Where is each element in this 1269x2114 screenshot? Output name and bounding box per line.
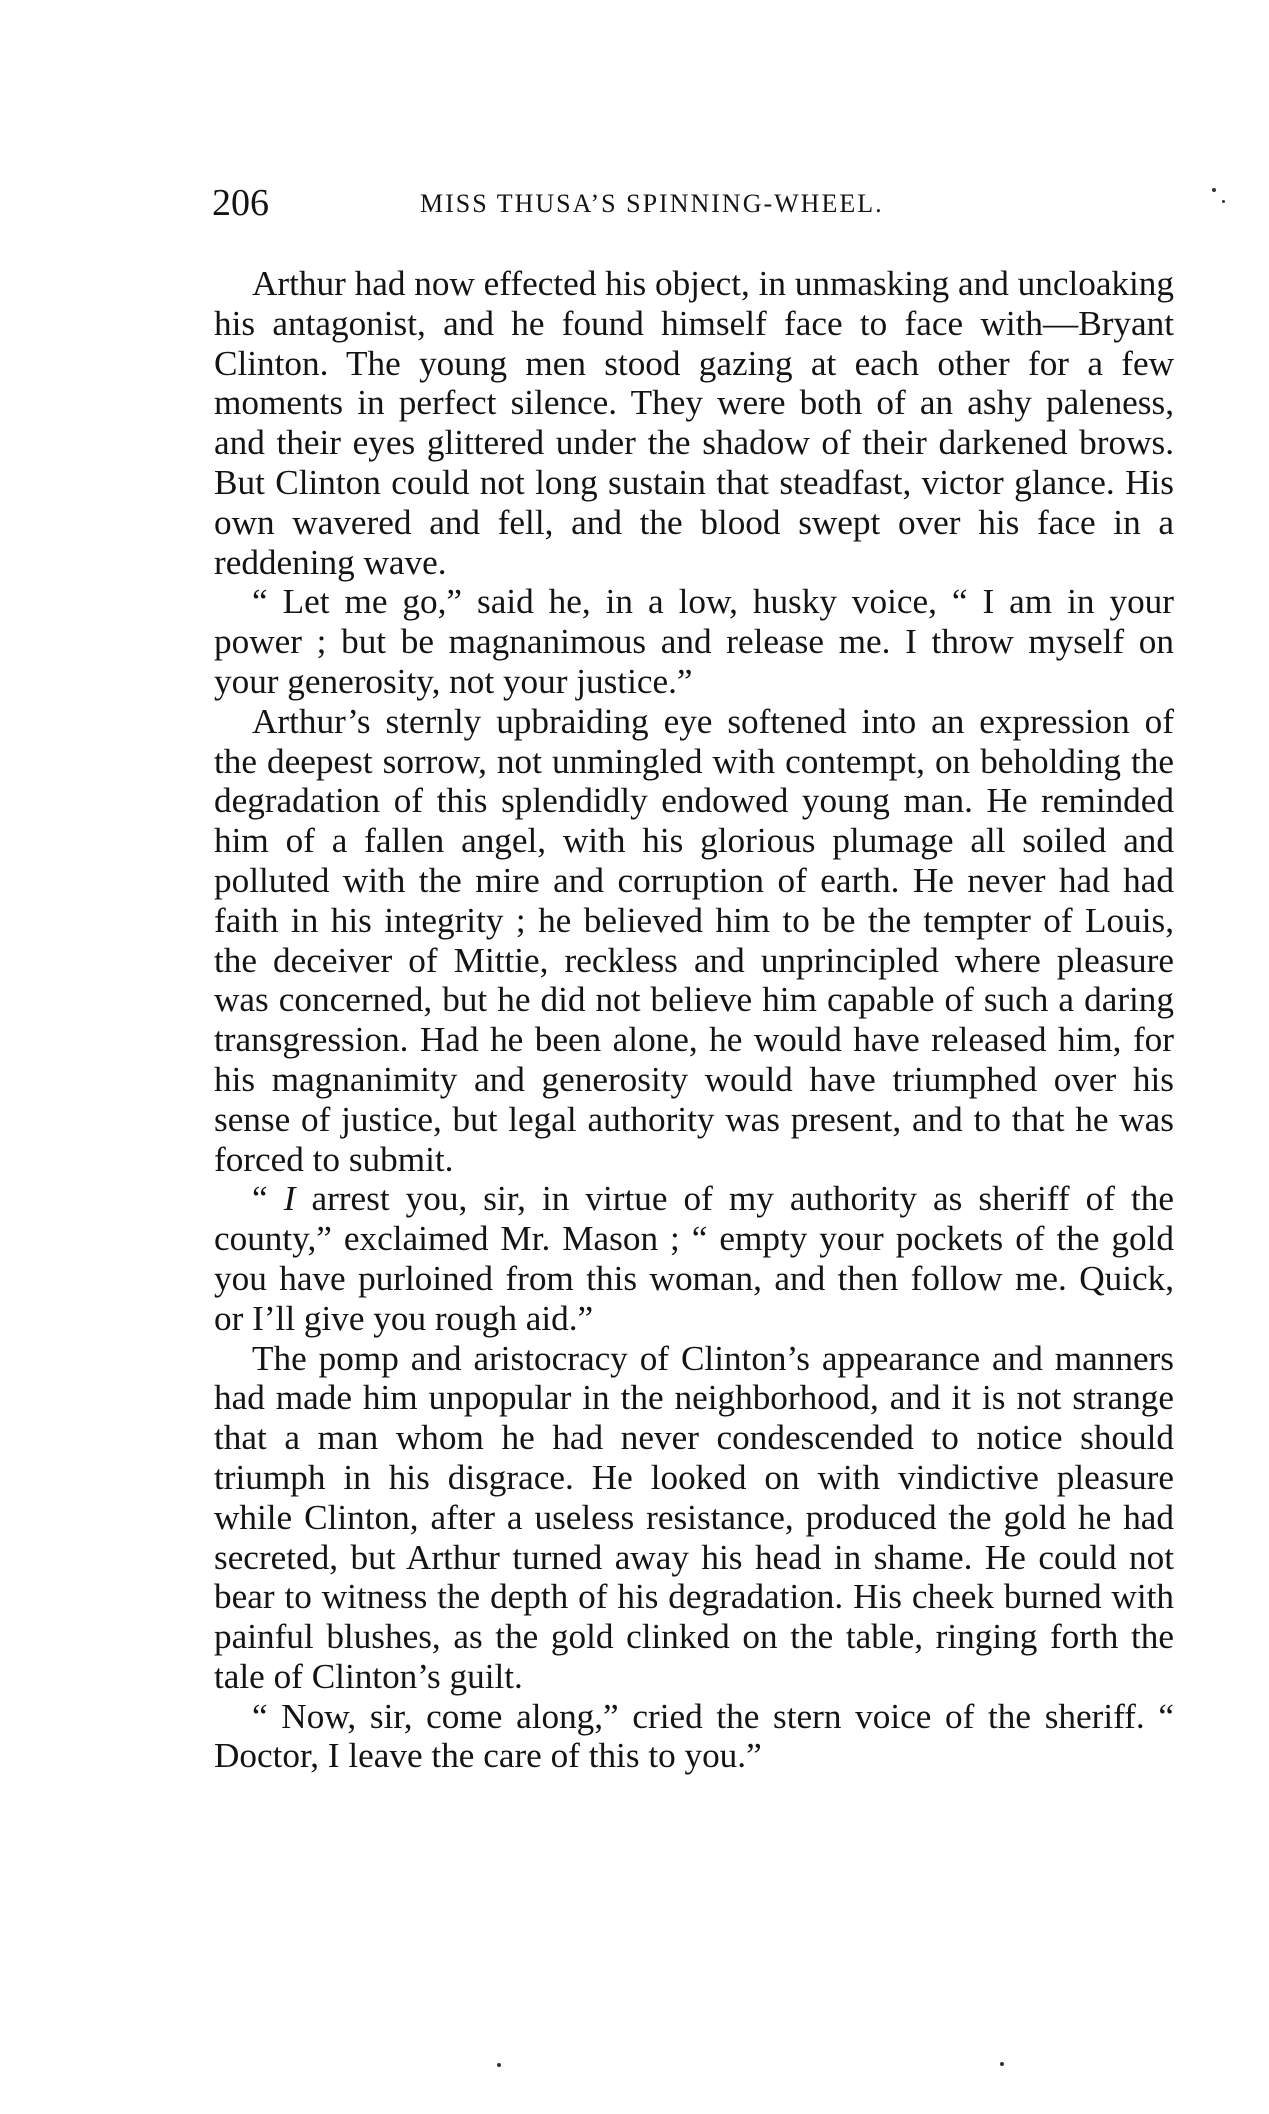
paragraph: “ Let me go,” said he, in a low, husky voice, “ I am in your power ; but be magnanimous and release me. I throw myself on your generosity, not your justice.”	[214, 582, 1174, 701]
print-speck	[1212, 188, 1216, 192]
paragraph-rest: arrest you, sir, in virtue of my authority as sheriff of the county,” exclaimed Mr. Mason ; “ empty your pockets of the gold you have purloined from this woman, and then follow me. Quick, or I’ll give you rough aid.”	[214, 1179, 1174, 1338]
emphasized-word: I	[283, 1179, 296, 1219]
paragraph: Arthur had now effected his object, in unmasking and uncloaking his antagonist, and he found himself face to face with—Bryant Clinton. The young men stood gazing at each other for a few moments in perfect silence. They were both of an ashy paleness, and their eyes glittered under the shadow of their darkened brows. But Clinton could not long sustain that steadfast, victor glance. His own wavered and fell, and the blood swept over his face in a reddening wave.	[214, 264, 1174, 582]
print-speck	[497, 2063, 501, 2067]
body-text	[214, 264, 1174, 1776]
print-speck	[1222, 200, 1225, 203]
page-number: 206	[212, 182, 269, 224]
paragraph: The pomp and aristocracy of Clinton’s appearance and manners had made him unpopular in the neighborhood, and it is not strange that a man whom he had never condescended to notice should triumph in his disgrace. He looked on with vindictive pleasure while Clinton, after a useless resistance, produced the gold he had secreted, but Arthur turned away his head in shame. He could not bear to witness the depth of his degradation. His cheek burned with painful blushes, as the gold clinked on the table, ringing forth the tale of Clinton’s guilt.	[214, 1338, 1174, 1696]
page-header	[212, 178, 1172, 228]
print-speck	[1000, 2062, 1004, 2066]
running-title: MISS THUSA’S SPINNING-WHEEL.	[420, 189, 884, 218]
paragraph	[214, 1179, 1174, 1338]
paragraph: Arthur’s sternly upbraiding eye softened into an expression of the deepest sorrow, not unmingled with contempt, on beholding the degradation of this splendidly endowed young man. He reminded him of a fallen angel, with his glorious plumage all soiled and polluted with the mire and corruption of earth. He never had had faith in his integrity ; he believed him to be the tempter of Louis, the deceiver of Mittie, reckless and unprincipled where pleasure was concerned, but he did not believe him capable of such a daring transgression. Had he been alone, he would have released him, for his magnanimity and generosity would have triumphed over his sense of justice, but legal authority was present, and to that he was forced to submit.	[214, 701, 1174, 1179]
paragraph: “ Now, sir, come along,” cried the stern voice of the sheriff. “ Doctor, I leave the care of this to you.”	[214, 1696, 1174, 1776]
quote-open: “	[252, 1179, 284, 1219]
